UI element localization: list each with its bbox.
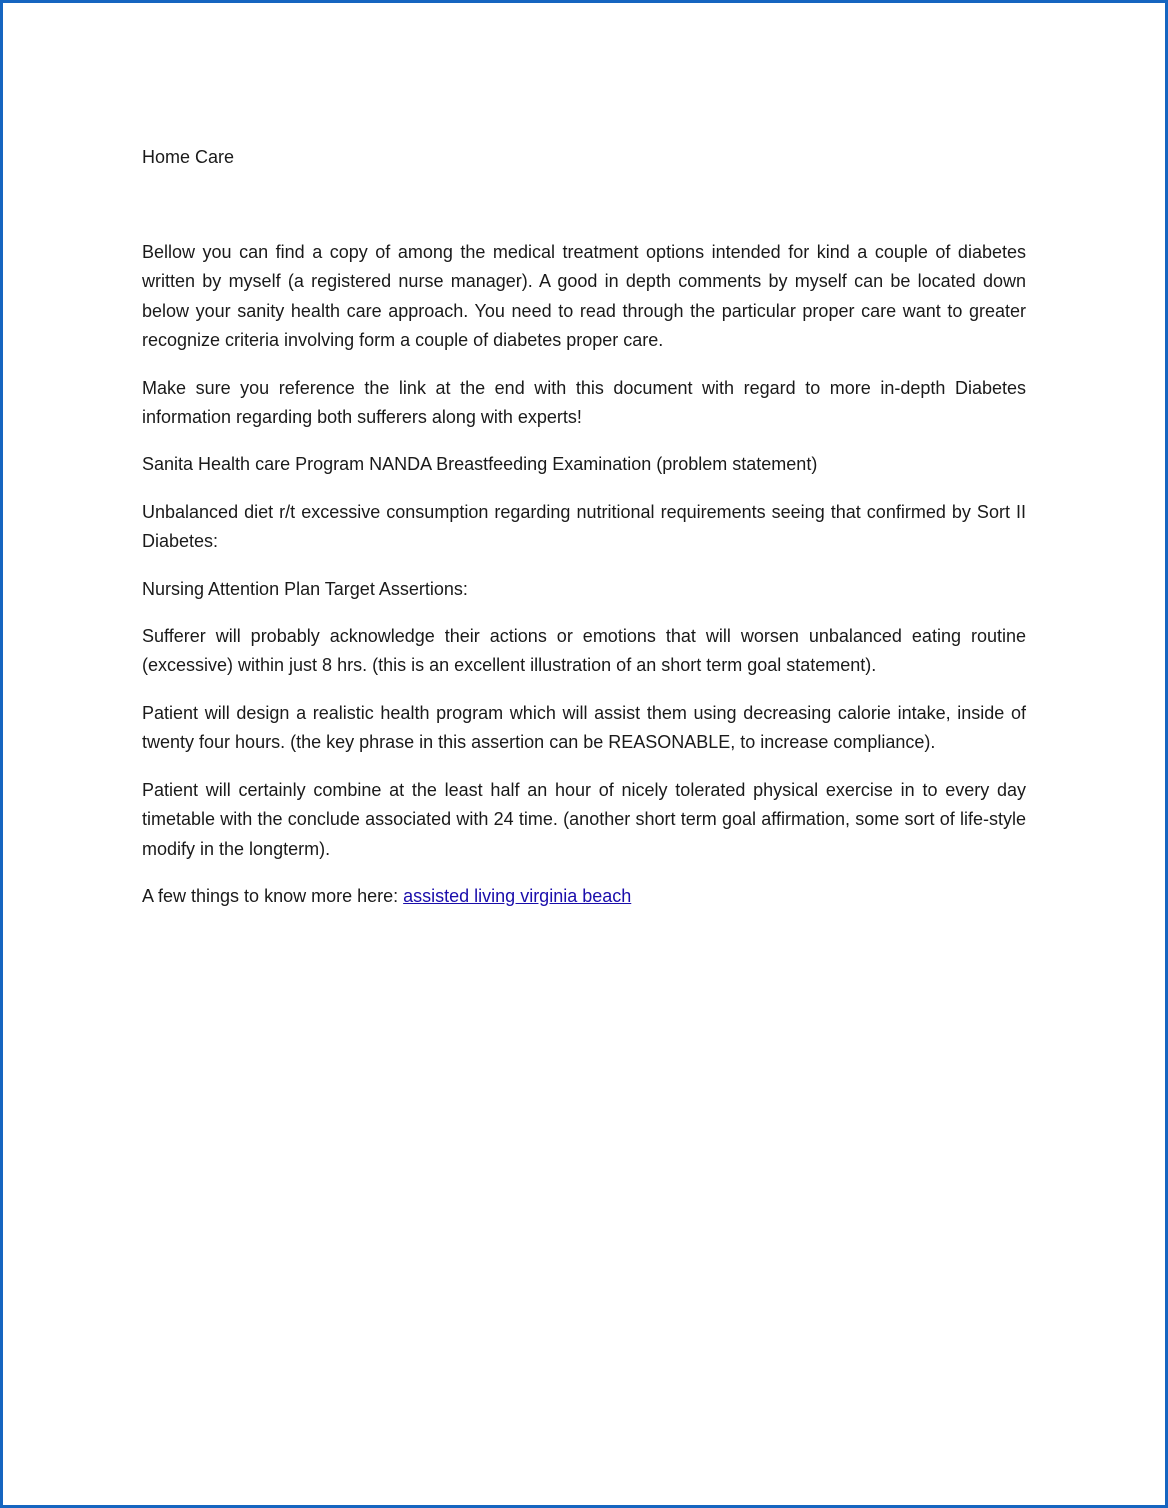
intro-paragraph: Bellow you can find a copy of among the medical treatment options intended for kind a couple of diabetes written by myself (a registered nurse manager). A good in depth comments by myself can be located down below your sanity health care approach. You need to read through the particular proper care want to greater recognize criteria involving form a couple of diabetes proper care.	[142, 242, 1026, 351]
diagnosis-paragraph: Unbalanced diet r/t excessive consumption regarding nutritional requirements seeing that confirmed by Sort II Diabetes:	[142, 501, 1026, 552]
closing-text: A few things to know more here:	[142, 885, 404, 906]
goal-paragraph-3: Patient will certainly combine at the least half an hour of nicely tolerated physical exercise in to every day timetable with the conclude associated with 24 time. (another short term goal affirmation, some sort of life-style modify in the longterm).	[142, 779, 1026, 859]
program-paragraph: Sanita Health care Program NANDA Breastfeeding Examination (problem statement)	[142, 454, 818, 475]
document-title: Home Care	[142, 147, 235, 167]
goal-paragraph-1: Sufferer will probably acknowledge their actions or emotions that will worsen unbalanced eating routine (excessive) within just 8 hrs. (this is an excellent illustration of an short term goal statement).	[142, 626, 1026, 676]
goals-heading-paragraph: Nursing Attention Plan Target Assertions:	[142, 578, 468, 599]
document-body	[142, 238, 1026, 929]
reference-paragraph: Make sure you reference the link at the end with this document with regard to more in-depth Diabetes information regarding both sufferers along with experts!	[142, 377, 1026, 428]
goal-paragraph-2: Patient will design a realistic health program which will assist them using decreasing calorie intake, inside of twenty four hours. (the key phrase in this assertion can be REASONABLE, to increase compliance).	[142, 702, 1026, 753]
assisted-living-link[interactable]: assisted living virginia beach	[403, 885, 632, 906]
closing-paragraph	[142, 882, 1026, 911]
